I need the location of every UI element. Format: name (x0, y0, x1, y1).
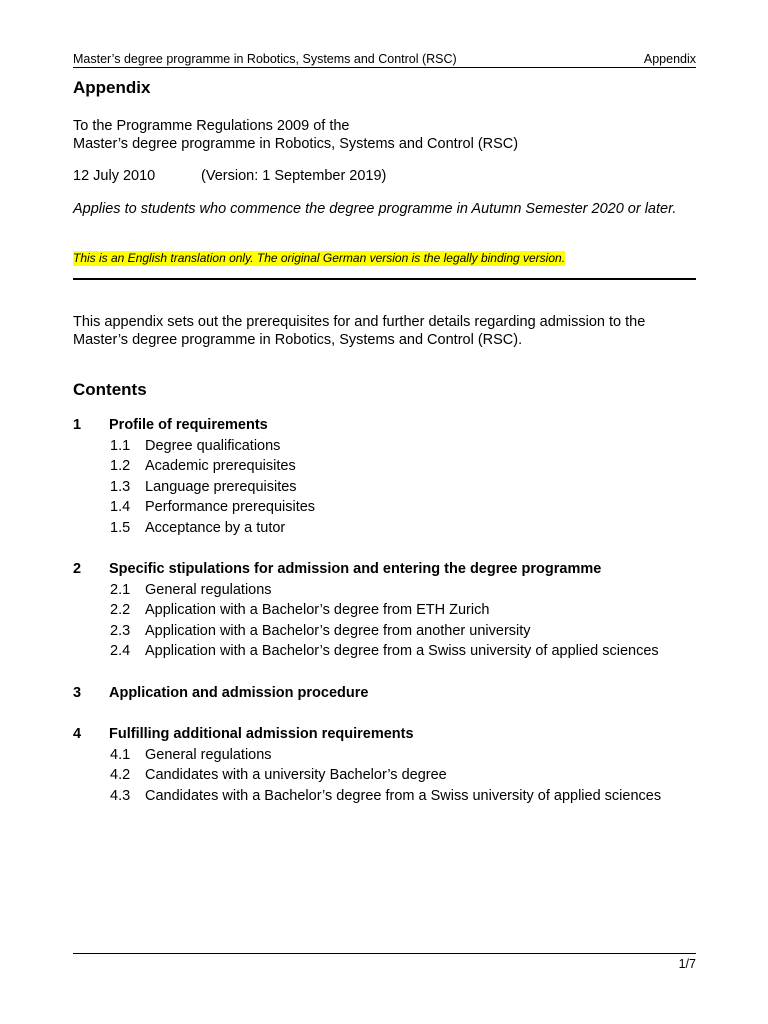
toc-entry-title: Candidates with a Bachelor’s degree from a Swiss university of applied sciences (145, 787, 662, 804)
toc-entry-number: 1.2 (110, 458, 131, 474)
toc-section-number: 1 (73, 417, 82, 433)
toc-entry-number: 1.4 (110, 499, 131, 515)
toc-entry-title: Application with a Bachelor’s degree from a Swiss university of applied sciences (145, 643, 659, 659)
toc-section-title: Fulfilling additional admission requirements (109, 726, 414, 742)
toc-entry (73, 438, 696, 459)
document-page (73, 0, 696, 1024)
section-divider (73, 278, 696, 280)
toc-section (73, 685, 696, 706)
toc-section-number: 2 (73, 561, 82, 577)
toc-section-title: Profile of requirements (109, 417, 268, 433)
toc-entry-number: 2.2 (110, 602, 131, 618)
date-version-line (73, 168, 387, 186)
toc-entry-number: 4.3 (110, 787, 131, 804)
toc-section-heading (73, 685, 696, 706)
toc-entry-title: Application with a Bachelor’s degree from ETH Zurich (145, 602, 490, 618)
toc-entry (73, 479, 696, 500)
header-section-label: Appendix (643, 52, 696, 66)
toc-entry-title: Application with a Bachelor’s degree from another university (145, 622, 531, 639)
toc-entry (73, 767, 696, 788)
toc-entry-title: Candidates with a university Bachelor’s degree (145, 767, 447, 783)
page-title: Appendix (73, 78, 151, 97)
toc-section-heading (73, 561, 696, 582)
toc-entry-title: Acceptance by a tutor (145, 519, 286, 536)
toc-entry (73, 643, 696, 664)
toc-entry-title: Performance prerequisites (145, 499, 316, 515)
toc-entry-number: 2.1 (110, 581, 131, 598)
toc-entry (73, 520, 696, 541)
toc-section (73, 561, 696, 664)
header-programme-title: Master’s degree programme in Robotics, Systems and Control (RSC) (73, 52, 457, 66)
regulations-reference (73, 118, 518, 153)
toc-section-number: 3 (73, 684, 82, 701)
toc-entry-title: Academic prerequisites (145, 458, 296, 474)
toc-entry-title: General regulations (145, 581, 272, 598)
toc-entry (73, 788, 696, 809)
toc-entry-number: 2.3 (110, 622, 131, 639)
toc-entry (73, 602, 696, 623)
toc-section-heading (73, 726, 696, 747)
toc-section-heading (73, 417, 696, 438)
footer-divider (73, 953, 696, 954)
issue-date: 12 July 2010 (73, 168, 156, 184)
toc-section (73, 726, 696, 808)
toc-entry-number: 1.3 (110, 478, 131, 495)
toc-section-title: Specific stipulations for admission and entering the degree programme (109, 561, 602, 577)
toc-entry (73, 623, 696, 644)
toc-section-number: 4 (73, 726, 82, 742)
toc-entry-number: 4.1 (110, 746, 131, 763)
applicability-note: Applies to students who commence the degree programme in Autumn Semester 2020 or later. (73, 201, 677, 217)
toc-entry (73, 458, 696, 479)
toc-entry (73, 747, 696, 768)
regulations-line-2: Master’s degree programme in Robotics, Systems and Control (RSC) (73, 135, 519, 152)
toc-section-title: Application and admission procedure (109, 684, 369, 701)
toc-entry-number: 4.2 (110, 767, 131, 783)
contents-heading: Contents (73, 380, 147, 399)
toc-entry-number: 2.4 (110, 643, 131, 659)
toc-section (73, 417, 696, 540)
toc-entry-title: General regulations (145, 746, 272, 763)
toc-entry-title: Language prerequisites (145, 478, 297, 495)
regulations-line-1: To the Programme Regulations 2009 of the (73, 118, 350, 134)
page-number: 1/7 (678, 957, 696, 971)
toc-entry-number: 1.5 (110, 519, 131, 536)
toc-entry-title: Degree qualifications (145, 437, 281, 454)
toc-entry-number: 1.1 (110, 437, 131, 454)
version-date: (Version: 1 September 2019) (201, 168, 387, 184)
translation-disclaimer: This is an English translation only. The original German version is the legally binding version. (73, 251, 566, 265)
intro-paragraph: This appendix sets out the prerequisites for and further details regarding admission to the Master’s degree programme in Robotics, Systems and Control (RSC). (73, 314, 646, 348)
toc-entry (73, 582, 696, 603)
running-header (73, 51, 696, 68)
toc-entry (73, 499, 696, 520)
table-of-contents (73, 417, 696, 808)
